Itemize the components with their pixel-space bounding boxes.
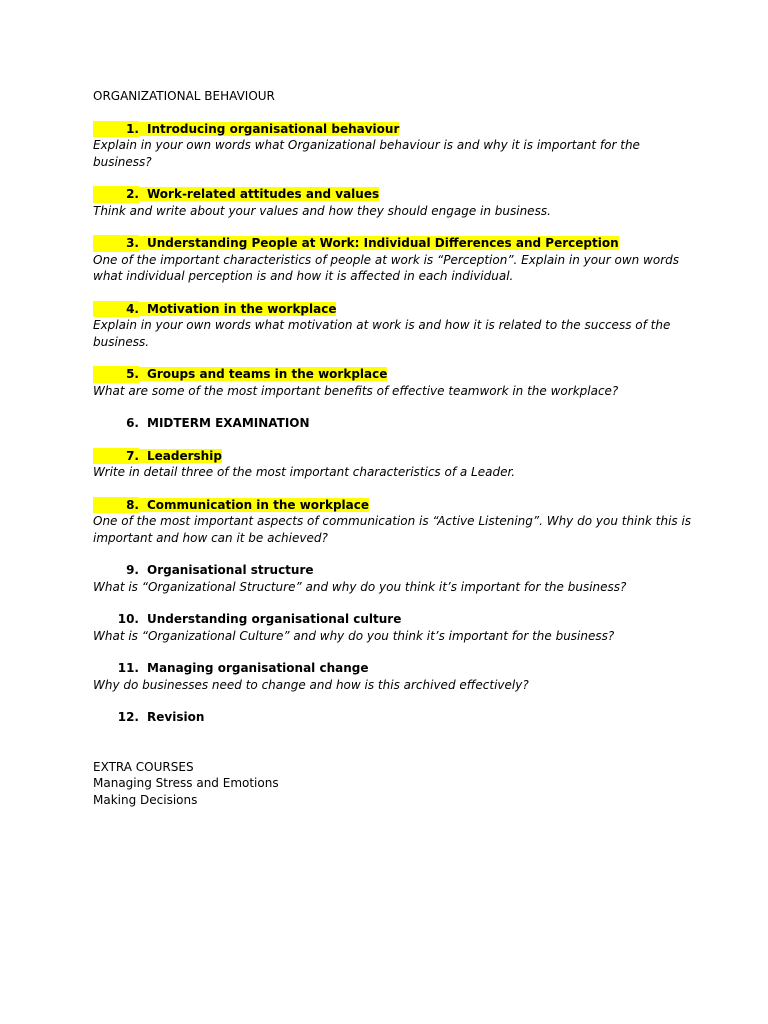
section-item [93, 660, 693, 693]
section-title: Revision [147, 710, 205, 724]
section-number: 4. [93, 301, 139, 318]
section-title: Introducing organisational behaviour [139, 122, 399, 136]
section-item [93, 562, 693, 595]
section-number: 5. [93, 366, 139, 383]
document-content [93, 88, 693, 808]
section-item [93, 186, 693, 219]
section-number: 11. [117, 661, 139, 675]
section-heading-highlight [93, 612, 401, 626]
section-description: Explain in your own words what motivation at work is and how it is related to the success of the business. [93, 318, 671, 349]
section-number: 8. [93, 497, 139, 514]
extra-course-item: Managing Stress and Emotions [93, 776, 279, 790]
section-title: Understanding People at Work: Individual Differences and Perception [139, 236, 619, 250]
section-heading [93, 562, 693, 579]
section-number: 1. [93, 121, 139, 138]
section-title: Understanding organisational culture [147, 612, 402, 626]
section-heading [93, 366, 693, 383]
section-description: What is “Organizational Culture” and why do you think it’s important for the business? [93, 628, 615, 643]
section-item [93, 497, 693, 547]
section-heading-highlight [93, 416, 310, 430]
section-number: 7. [93, 448, 139, 465]
section-heading-highlight [93, 302, 336, 316]
section-heading-highlight [93, 661, 369, 675]
section-number: 6. [126, 416, 139, 430]
section-description: Write in detail three of the most important characteristics of a Leader. [93, 465, 516, 479]
section-list [93, 121, 693, 726]
section-heading-highlight [93, 710, 204, 724]
section-title: Groups and teams in the workplace [139, 367, 387, 381]
section-description: Think and write about your values and how they should engage in business. [93, 203, 551, 218]
section-heading [93, 415, 693, 432]
section-item [93, 415, 693, 432]
section-item [93, 709, 693, 726]
section-description: One of the most important aspects of communication is “Active Listening”. Why do you think this is important and how can it be achieved? [93, 514, 692, 545]
section-item [93, 448, 693, 481]
section-heading [93, 301, 693, 318]
section-description: What are some of the most important benefits of effective teamwork in the workplace? [93, 383, 619, 398]
section-number: 2. [93, 186, 139, 203]
section-heading [93, 660, 693, 677]
section-heading [93, 497, 693, 514]
section-heading [93, 611, 693, 628]
section-heading [93, 121, 693, 138]
section-item [93, 235, 693, 285]
section-item [93, 611, 693, 644]
section-heading-highlight [93, 236, 619, 250]
section-title: Communication in the workplace [139, 498, 369, 512]
section-heading-highlight [93, 367, 387, 381]
section-heading-highlight [93, 498, 369, 512]
section-description: Why do businesses need to change and how is this archived effectively? [93, 677, 529, 692]
section-item [93, 301, 693, 351]
section-title: Organisational structure [147, 563, 314, 577]
section-item [93, 366, 693, 399]
section-number: 10. [117, 612, 139, 626]
section-description: Explain in your own words what Organizational behaviour is and why it is important for the business? [93, 138, 640, 169]
section-title: Work-related attitudes and values [139, 187, 379, 201]
section-title: Managing organisational change [147, 661, 369, 675]
section-heading [93, 186, 693, 203]
extra-course-item: Making Decisions [93, 792, 198, 807]
section-heading [93, 235, 693, 252]
section-heading [93, 709, 693, 726]
section-description: What is “Organizational Structure” and why do you think it’s important for the business? [93, 579, 627, 594]
section-number: 9. [126, 563, 139, 577]
section-heading-highlight [93, 563, 314, 577]
extra-courses [93, 759, 693, 809]
section-item [93, 121, 693, 171]
section-description: One of the important characteristics of people at work is “Perception”. Explain in your own words what individual perception is and how it is affected in each individual. [93, 252, 680, 283]
section-title: Motivation in the workplace [139, 302, 336, 316]
extra-courses-title: EXTRA COURSES [93, 759, 194, 774]
document-title: ORGANIZATIONAL BEHAVIOUR [93, 89, 275, 103]
section-number: 12. [117, 710, 139, 724]
section-number: 3. [93, 235, 139, 252]
section-heading-highlight [93, 122, 399, 136]
section-heading-highlight [93, 449, 222, 463]
section-heading-highlight [93, 187, 379, 201]
section-title: MIDTERM EXAMINATION [147, 416, 310, 430]
section-title: Leadership [139, 449, 222, 463]
section-heading [93, 448, 693, 465]
